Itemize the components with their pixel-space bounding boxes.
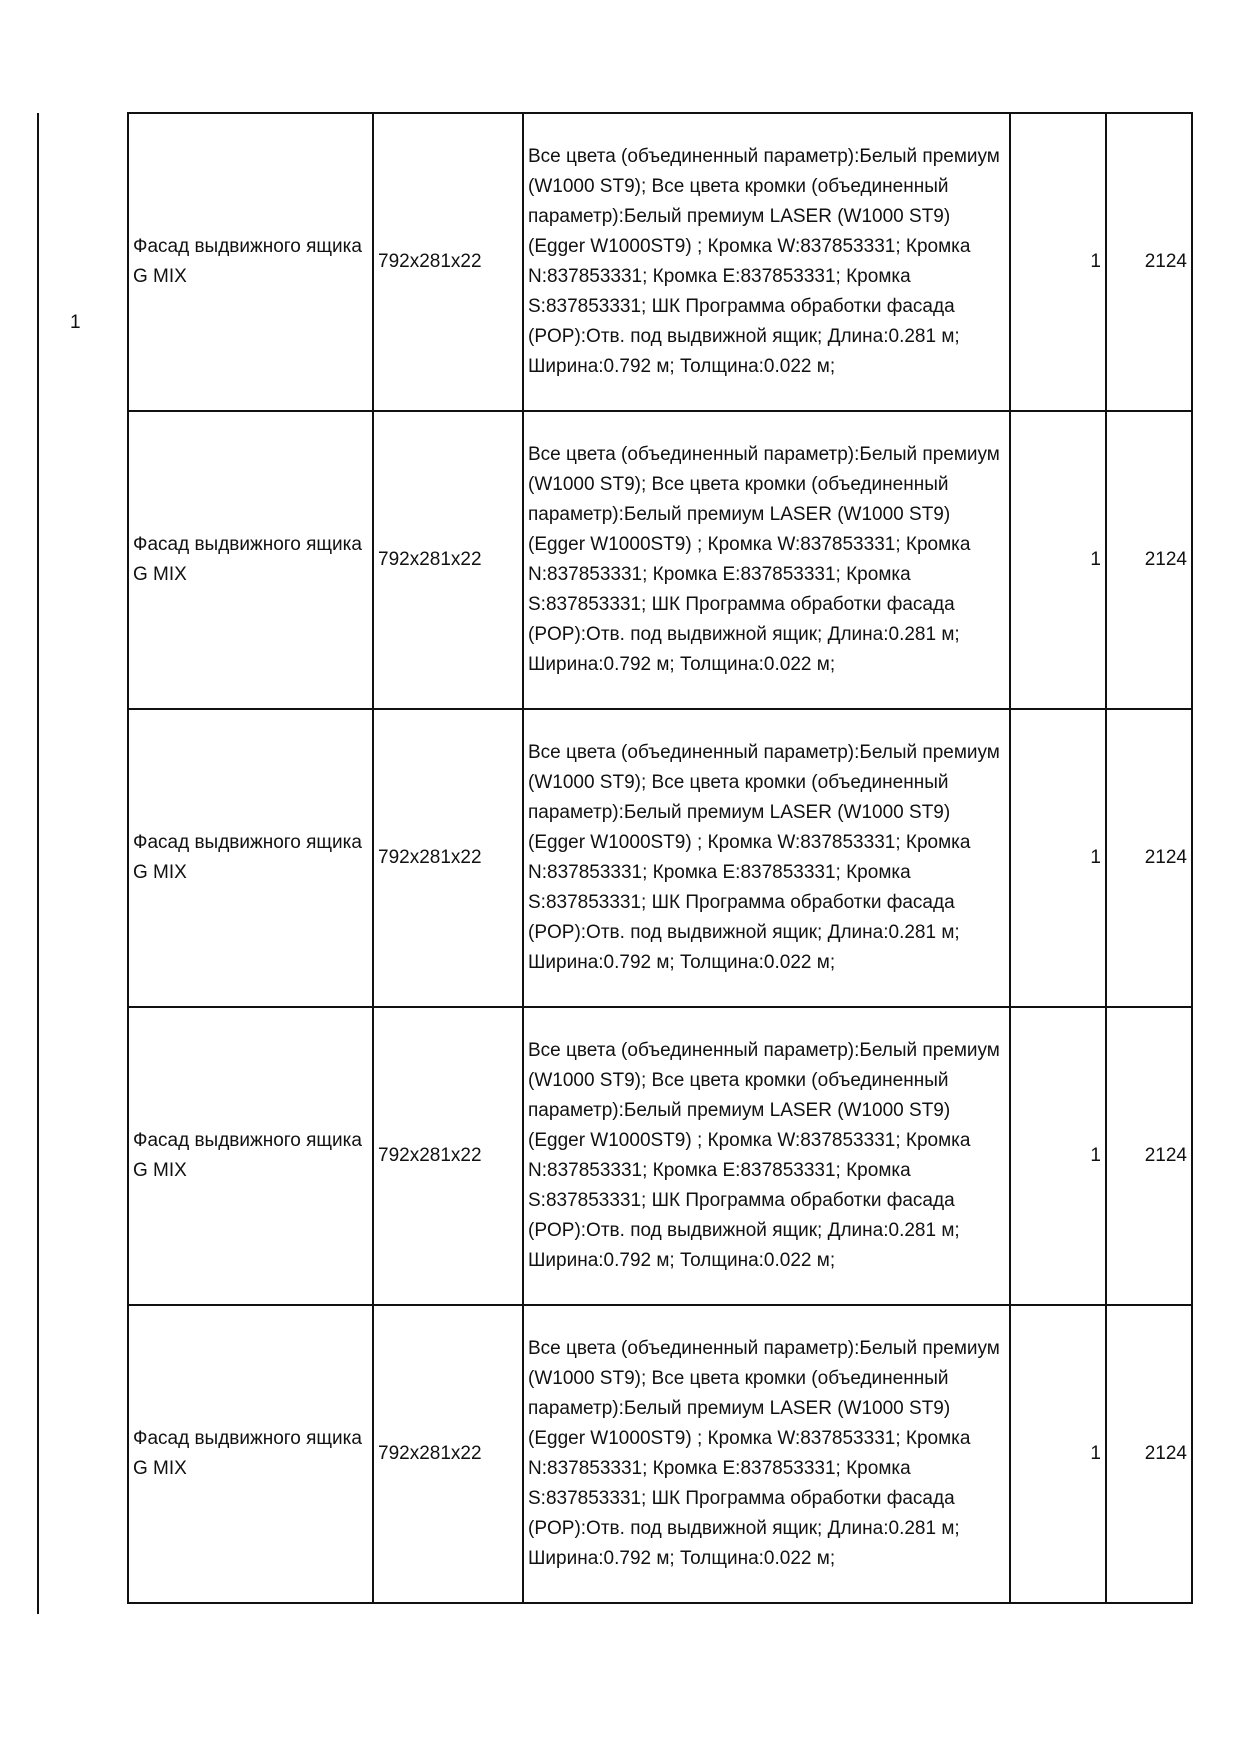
part-size: 792x281x22 bbox=[373, 1305, 523, 1603]
part-size: 792x281x22 bbox=[373, 709, 523, 1007]
table-row bbox=[128, 411, 1192, 709]
part-name: Фасад выдвижного ящика G MIX bbox=[128, 1305, 373, 1603]
part-quantity: 1 bbox=[1010, 113, 1106, 411]
part-name: Фасад выдвижного ящика G MIX bbox=[128, 709, 373, 1007]
table-row bbox=[128, 1007, 1192, 1305]
part-quantity: 1 bbox=[1010, 709, 1106, 1007]
part-name: Фасад выдвижного ящика G MIX bbox=[128, 411, 373, 709]
part-code: 2124 bbox=[1106, 1305, 1192, 1603]
table-row bbox=[128, 709, 1192, 1007]
part-description: Все цвета (объединенный параметр):Белый премиум (W1000 ST9); Все цвета кромки (объединенный параметр):Белый премиум LASER (W1000 ST9)(Egger W1000ST9) ; Кромка W:837853331; Кромка N:837853331; Кромка E:837853331; Кромка S:837853331; ШК Программа обработки фасада (POP):Отв. под выдвижной ящик; Длина:0.281 м; Ширина:0.792 м; Толщина:0.022 м; bbox=[523, 113, 1010, 411]
table-row bbox=[128, 113, 1192, 411]
part-size: 792x281x22 bbox=[373, 1007, 523, 1305]
part-size: 792x281x22 bbox=[373, 411, 523, 709]
part-code: 2124 bbox=[1106, 1007, 1192, 1305]
part-name: Фасад выдвижного ящика G MIX bbox=[128, 1007, 373, 1305]
part-description: Все цвета (объединенный параметр):Белый премиум (W1000 ST9); Все цвета кромки (объединенный параметр):Белый премиум LASER (W1000 ST9)(Egger W1000ST9) ; Кромка W:837853331; Кромка N:837853331; Кромка E:837853331; Кромка S:837853331; ШК Программа обработки фасада (POP):Отв. под выдвижной ящик; Длина:0.281 м; Ширина:0.792 м; Толщина:0.022 м; bbox=[523, 1007, 1010, 1305]
left-border-rule bbox=[37, 113, 39, 1614]
part-name: Фасад выдвижного ящика G MIX bbox=[128, 113, 373, 411]
part-code: 2124 bbox=[1106, 709, 1192, 1007]
part-code: 2124 bbox=[1106, 411, 1192, 709]
part-code: 2124 bbox=[1106, 113, 1192, 411]
part-quantity: 1 bbox=[1010, 1007, 1106, 1305]
parts-table bbox=[127, 112, 1193, 1604]
part-quantity: 1 bbox=[1010, 411, 1106, 709]
part-description: Все цвета (объединенный параметр):Белый премиум (W1000 ST9); Все цвета кромки (объединенный параметр):Белый премиум LASER (W1000 ST9)(Egger W1000ST9) ; Кромка W:837853331; Кромка N:837853331; Кромка E:837853331; Кромка S:837853331; ШК Программа обработки фасада (POP):Отв. под выдвижной ящик; Длина:0.281 м; Ширина:0.792 м; Толщина:0.022 м; bbox=[523, 411, 1010, 709]
part-quantity: 1 bbox=[1010, 1305, 1106, 1603]
part-description: Все цвета (объединенный параметр):Белый премиум (W1000 ST9); Все цвета кромки (объединенный параметр):Белый премиум LASER (W1000 ST9)(Egger W1000ST9) ; Кромка W:837853331; Кромка N:837853331; Кромка E:837853331; Кромка S:837853331; ШК Программа обработки фасада (POP):Отв. под выдвижной ящик; Длина:0.281 м; Ширина:0.792 м; Толщина:0.022 м; bbox=[523, 709, 1010, 1007]
group-number: 1 bbox=[70, 312, 81, 333]
part-description: Все цвета (объединенный параметр):Белый премиум (W1000 ST9); Все цвета кромки (объединенный параметр):Белый премиум LASER (W1000 ST9)(Egger W1000ST9) ; Кромка W:837853331; Кромка N:837853331; Кромка E:837853331; Кромка S:837853331; ШК Программа обработки фасада (POP):Отв. под выдвижной ящик; Длина:0.281 м; Ширина:0.792 м; Толщина:0.022 м; bbox=[523, 1305, 1010, 1603]
part-size: 792x281x22 bbox=[373, 113, 523, 411]
table-row bbox=[128, 1305, 1192, 1603]
